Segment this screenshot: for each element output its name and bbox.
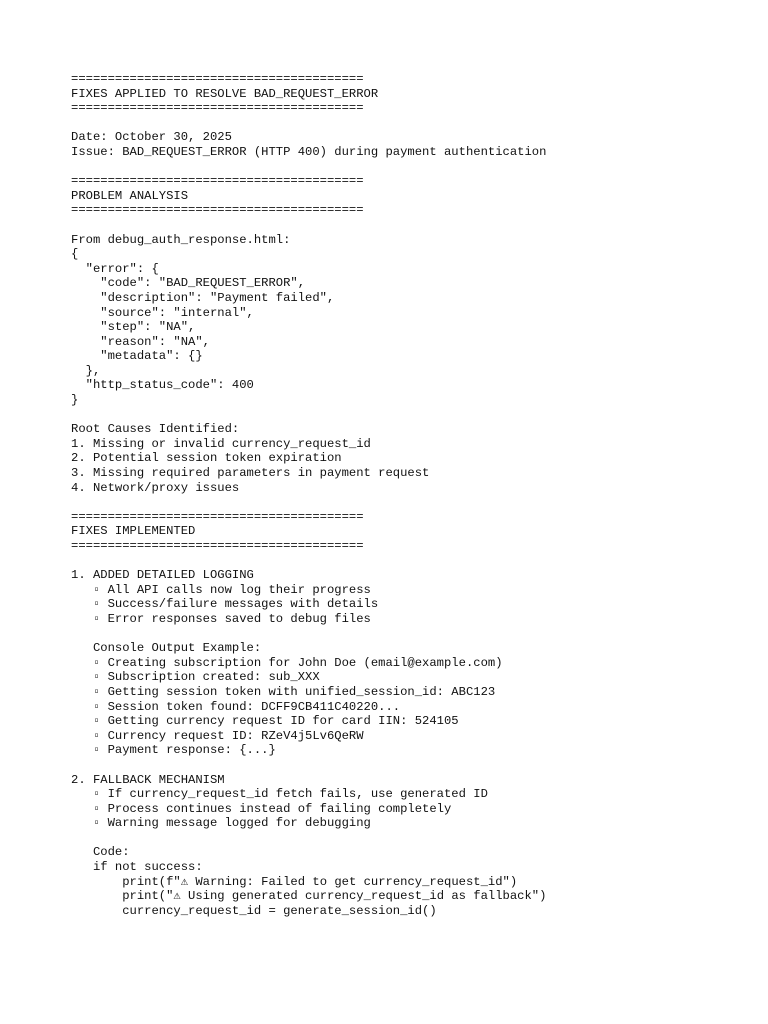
- document-line: ▫ Currency request ID: RZeV4j5Lv6QeRW: [71, 728, 364, 743]
- document-line: ▫ All API calls now log their progress: [71, 582, 371, 597]
- document-line: Code:: [71, 845, 130, 860]
- document-line: ▫ Subscription created: sub_XXX: [71, 670, 320, 685]
- document-line: FIXES IMPLEMENTED: [71, 524, 196, 539]
- document-line: ▫ Warning message logged for debugging: [71, 816, 371, 831]
- document-line: ▫ If currency_request_id fetch fails, use generated ID: [71, 787, 488, 802]
- document-line: "reason": "NA",: [71, 334, 210, 349]
- document-line: ▫ Success/failure messages with details: [71, 597, 379, 612]
- document-line: Root Causes Identified:: [71, 422, 240, 437]
- document-line: currency_request_id = generate_session_id(): [71, 903, 437, 918]
- document-line: [71, 758, 546, 773]
- document-line: Issue: BAD_REQUEST_ERROR (HTTP 400) during payment authentication: [71, 144, 547, 159]
- document-line: [71, 495, 546, 510]
- document-line: },: [71, 363, 101, 378]
- document-line: [71, 831, 546, 846]
- document-line: print(f"⚠ Warning: Failed to get currency_request_id"): [71, 874, 518, 889]
- document-line: ========================================: [71, 72, 364, 86]
- document-line: 4. Network/proxy issues: [71, 480, 240, 495]
- document-line: 1. ADDED DETAILED LOGGING: [71, 568, 254, 583]
- document-line: ▫ Getting session token with unified_session_id: ABC123: [71, 684, 496, 699]
- document-line: [71, 627, 546, 642]
- document-line: [71, 218, 546, 233]
- document-line: "source": "internal",: [71, 305, 254, 320]
- document-line: 2. Potential session token expiration: [71, 451, 342, 466]
- document-line: {: [71, 247, 79, 262]
- document-line: ▫ Process continues instead of failing completely: [71, 801, 452, 816]
- document-line: [71, 160, 546, 175]
- document-line: ▫ Creating subscription for John Doe (email@example.com): [71, 655, 503, 670]
- document-line: "metadata": {}: [71, 349, 203, 364]
- document-line: [71, 408, 546, 423]
- document-line: "description": "Payment failed",: [71, 290, 335, 305]
- document-line: 2. FALLBACK MECHANISM: [71, 772, 225, 787]
- document-text: [71, 72, 546, 918]
- document-line: FIXES APPLIED TO RESOLVE BAD_REQUEST_ERROR: [71, 86, 379, 101]
- document-line: [71, 116, 546, 131]
- document-line: }: [71, 393, 79, 408]
- document-line: ▫ Payment response: {...}: [71, 743, 276, 758]
- document-line: [71, 554, 546, 569]
- document-line: PROBLEM ANALYSIS: [71, 188, 189, 203]
- document-line: 1. Missing or invalid currency_request_id: [71, 436, 371, 451]
- document-line: ========================================: [71, 174, 364, 189]
- document-line: ========================================: [71, 509, 364, 524]
- document-line: ▫ Getting currency request ID for card IIN: 524105: [71, 714, 459, 729]
- document-line: "step": "NA",: [71, 320, 196, 335]
- document-line: Console Output Example:: [71, 641, 262, 656]
- document-line: ▫ Session token found: DCFF9CB411C40220...: [71, 699, 401, 714]
- document-line: "http_status_code": 400: [71, 378, 254, 393]
- document-line: 3. Missing required parameters in payment request: [71, 466, 430, 481]
- document-line: Date: October 30, 2025: [71, 130, 232, 145]
- document-line: "error": {: [71, 261, 159, 276]
- document-line: ========================================: [71, 101, 364, 116]
- document-line: print("⚠ Using generated currency_request_id as fallback"): [71, 889, 547, 904]
- document-line: "code": "BAD_REQUEST_ERROR",: [71, 276, 306, 291]
- document-line: ▫ Error responses saved to debug files: [71, 611, 371, 626]
- document-line: if not success:: [71, 860, 203, 875]
- document-line: ========================================: [71, 203, 364, 218]
- document-line: ========================================: [71, 539, 364, 553]
- document-line: From debug_auth_response.html:: [71, 232, 291, 247]
